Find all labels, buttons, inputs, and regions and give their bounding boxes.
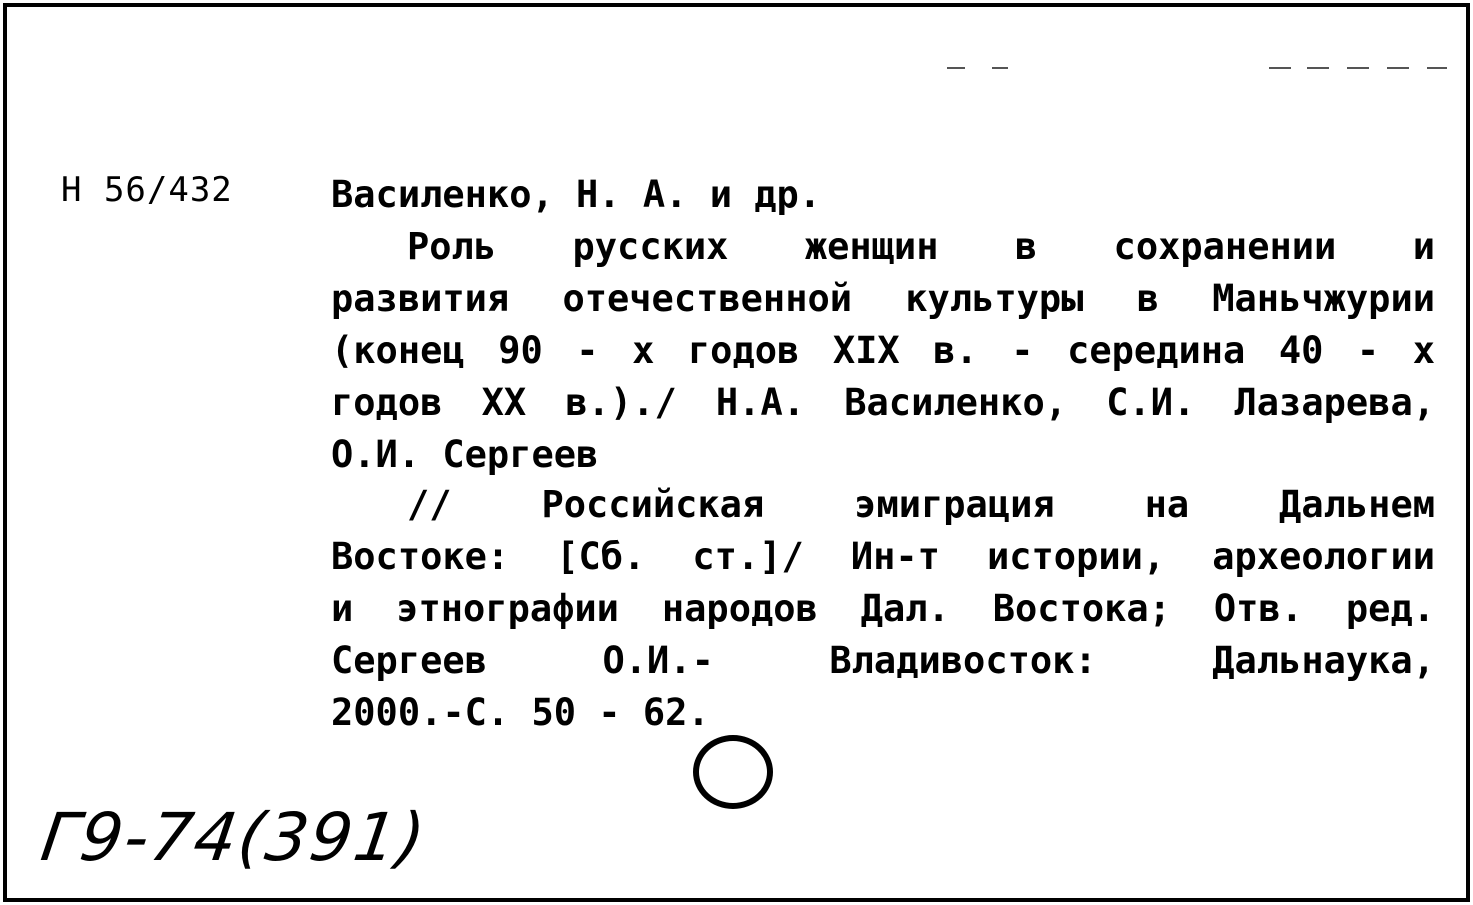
source-line: 2000.-С. 50 - 62. — [331, 691, 710, 734]
source-block — [331, 479, 1435, 739]
scan-artifact — [1307, 67, 1329, 69]
scan-artifact — [1347, 67, 1369, 69]
scan-artifact — [1427, 67, 1447, 69]
card-punch-hole — [693, 735, 773, 809]
call-number: Н 56/432 — [61, 170, 233, 210]
source-line: Сергеев О.И.- Владивосток: Дальнаука, — [331, 639, 1435, 682]
title-line: годов XX в.)./ Н.А. Василенко, С.И. Лазарева, — [331, 381, 1435, 424]
author-heading: Василенко, Н. А. и др. — [331, 173, 822, 216]
title-line: Роль русских женщин в сохранении и — [407, 225, 1435, 268]
handwritten-shelf-mark: Г9-74(391) — [36, 799, 432, 876]
source-line: и этнографии народов Дал. Востока; Отв. ред. — [331, 587, 1435, 630]
source-line: Востоке: [Сб. ст.]/ Ин-т истории, археологии — [331, 535, 1435, 578]
title-line: (конец 90 - х годов XIX в. - середина 40 - х — [331, 329, 1435, 372]
scan-artifact — [992, 67, 1008, 69]
title-line: развития отечественной культуры в Маньчжурии — [331, 277, 1435, 320]
title-line: О.И. Сергеев — [331, 433, 599, 476]
title-block — [331, 221, 1435, 481]
scan-artifact — [1269, 67, 1291, 69]
catalog-card — [3, 3, 1470, 902]
scan-artifact — [1387, 67, 1409, 69]
source-line: // Российская эмиграция на Дальнем — [407, 483, 1435, 526]
scan-artifact — [947, 67, 965, 69]
